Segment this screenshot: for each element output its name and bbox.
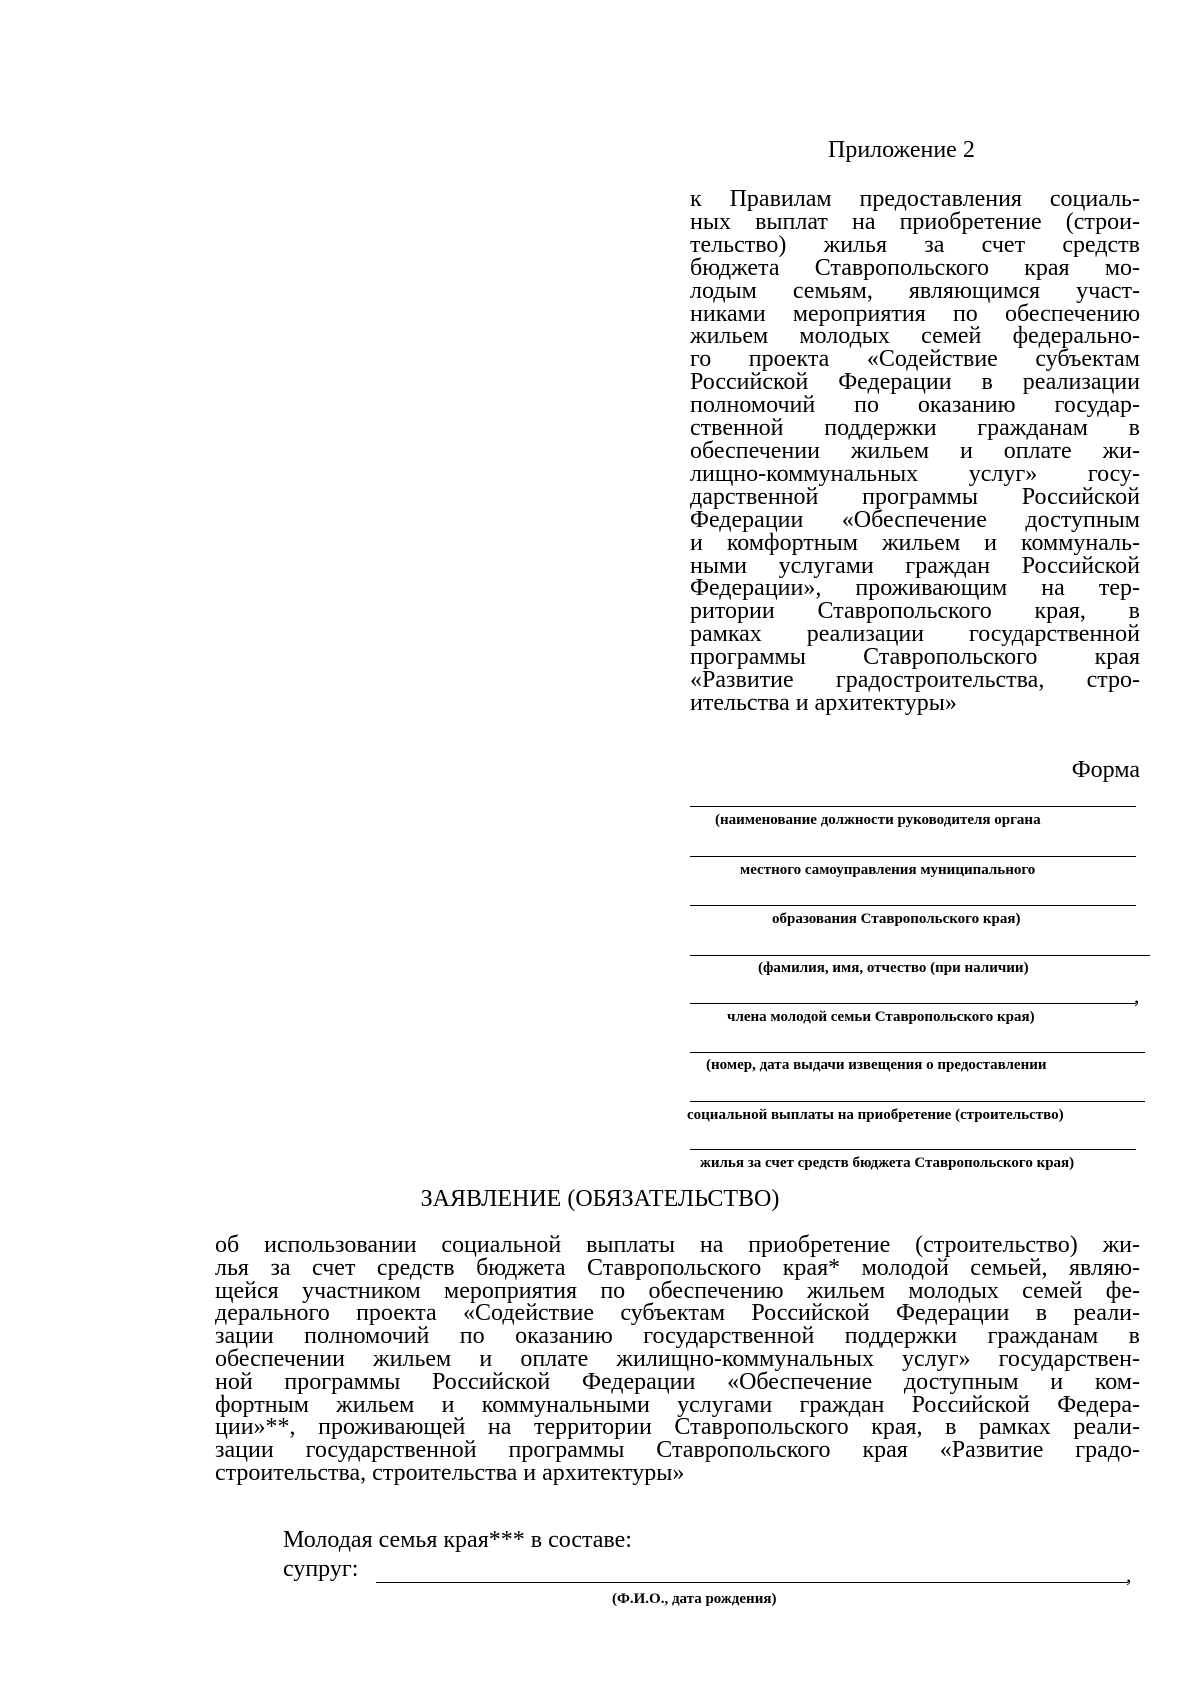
- statement-line: лья за счет средств бюджета Ставропольского края* молодой семьей, являю-: [215, 1254, 1140, 1281]
- statement-line: об использовании социальной выплаты на приобретение (строительство) жи-: [215, 1232, 1140, 1258]
- statement-line: ции»**, проживающей на территории Ставропольского края, в рамках реали-: [215, 1414, 1140, 1441]
- appendix-line: жильем молодых семей федерально-: [690, 323, 1140, 350]
- addressee-caption: (фамилия, имя, отчество (при наличии): [758, 960, 1029, 976]
- statement-line: зации полномочий по оказанию государственной поддержки гражданам в: [215, 1323, 1140, 1350]
- addressee-caption: местного самоуправления муниципального: [740, 862, 1036, 878]
- appendix-line: Федерации «Обеспечение доступным: [690, 506, 1140, 533]
- appendix-line: «Развитие градостроительства, стро-: [690, 667, 1140, 694]
- statement-line: щейся участником мероприятия по обеспечению жильем молодых семей фе-: [215, 1277, 1140, 1304]
- spouse-caption: (Ф.И.О., дата рождения): [612, 1591, 777, 1607]
- statement-line: фортным жильем и коммунальными услугами граждан Российской Федера-: [215, 1391, 1140, 1418]
- statement-line: обеспечении жильем и оплате жилищно-коммунальных услуг» государствен-: [215, 1345, 1140, 1372]
- comma: ,: [1134, 983, 1140, 1008]
- appendix-title: Приложение 2: [828, 137, 975, 163]
- appendix-line: и комфортным жильем и коммуналь-: [690, 529, 1140, 556]
- family-composition-label: Молодая семья края*** в составе:: [283, 1527, 632, 1553]
- appendix-line: тельство) жилья за счет средств: [690, 231, 1140, 258]
- appendix-line: рамках реализации государственной: [690, 621, 1140, 648]
- statement-line: строительства, строительства и архитектуры»: [215, 1459, 685, 1486]
- applicant-name-line-2[interactable]: [690, 1003, 1136, 1004]
- appendix-line: ных выплат на приобретение (строи-: [690, 208, 1140, 235]
- applicant-name-line-1[interactable]: [690, 955, 1150, 956]
- addressee-position-line-3[interactable]: [690, 905, 1136, 906]
- appendix-line: Федерации», проживающим на тер-: [690, 575, 1140, 602]
- appendix-body: [690, 188, 1140, 715]
- appendix-line: никами мероприятия по обеспечению: [690, 300, 1140, 327]
- addressee-position-line-1[interactable]: [690, 806, 1136, 807]
- spouse-name-line[interactable]: [376, 1582, 1128, 1583]
- addressee-caption: члена молодой семьи Ставропольского края): [727, 1009, 1035, 1025]
- appendix-line: лищно-коммунальных услуг» госу-: [690, 460, 1140, 487]
- addressee-caption: жилья за счет средств бюджета Ставропольского края): [700, 1155, 1075, 1171]
- notice-number-line-3[interactable]: [690, 1149, 1136, 1150]
- appendix-line: ритории Ставропольского края, в: [690, 598, 1140, 625]
- appendix-line: дарственной программы Российской: [690, 483, 1140, 510]
- statement-body: [215, 1234, 1140, 1485]
- form-label: Форма: [1071, 757, 1140, 783]
- statement-line: ной программы Российской Федерации «Обеспечение доступным и ком-: [215, 1368, 1140, 1395]
- appendix-line: ственной поддержки гражданам в: [690, 415, 1140, 442]
- appendix-line: ительства и архитектуры»: [690, 689, 957, 716]
- addressee-caption: (номер, дата выдачи извещения о предоставлении: [706, 1057, 1047, 1073]
- statement-line: дерального проекта «Содействие субъектам Российской Федерации в реали-: [215, 1300, 1140, 1327]
- appendix-line: обеспечении жильем и оплате жи-: [690, 437, 1140, 464]
- appendix-line: ными услугами граждан Российской: [690, 552, 1140, 579]
- addressee-caption: социальной выплаты на приобретение (строительство): [687, 1107, 1064, 1123]
- appendix-line: лодым семьям, являющимся участ-: [690, 277, 1140, 304]
- addressee-caption: образования Ставропольского края): [772, 911, 1021, 927]
- spouse-label: супруг:: [283, 1556, 359, 1582]
- addressee-position-line-2[interactable]: [690, 856, 1136, 857]
- appendix-line: бюджета Ставропольского края мо-: [690, 254, 1140, 281]
- notice-number-line-2[interactable]: [690, 1101, 1145, 1102]
- appendix-line: го проекта «Содействие субъектам: [690, 346, 1140, 373]
- appendix-line: Российской Федерации в реализации: [690, 369, 1140, 396]
- notice-number-line-1[interactable]: [690, 1052, 1145, 1053]
- appendix-line: к Правилам предоставления социаль-: [690, 186, 1140, 212]
- appendix-line: полномочий по оказанию государ-: [690, 392, 1140, 419]
- comma: ,: [1126, 1562, 1132, 1587]
- appendix-line: программы Ставропольского края: [690, 644, 1140, 671]
- statement-title: ЗАЯВЛЕНИЕ (ОБЯЗАТЕЛЬСТВО): [420, 1186, 780, 1212]
- statement-line: зации государственной программы Ставропольского края «Развитие градо-: [215, 1437, 1140, 1464]
- addressee-caption: (наименование должности руководителя органа: [715, 812, 1041, 828]
